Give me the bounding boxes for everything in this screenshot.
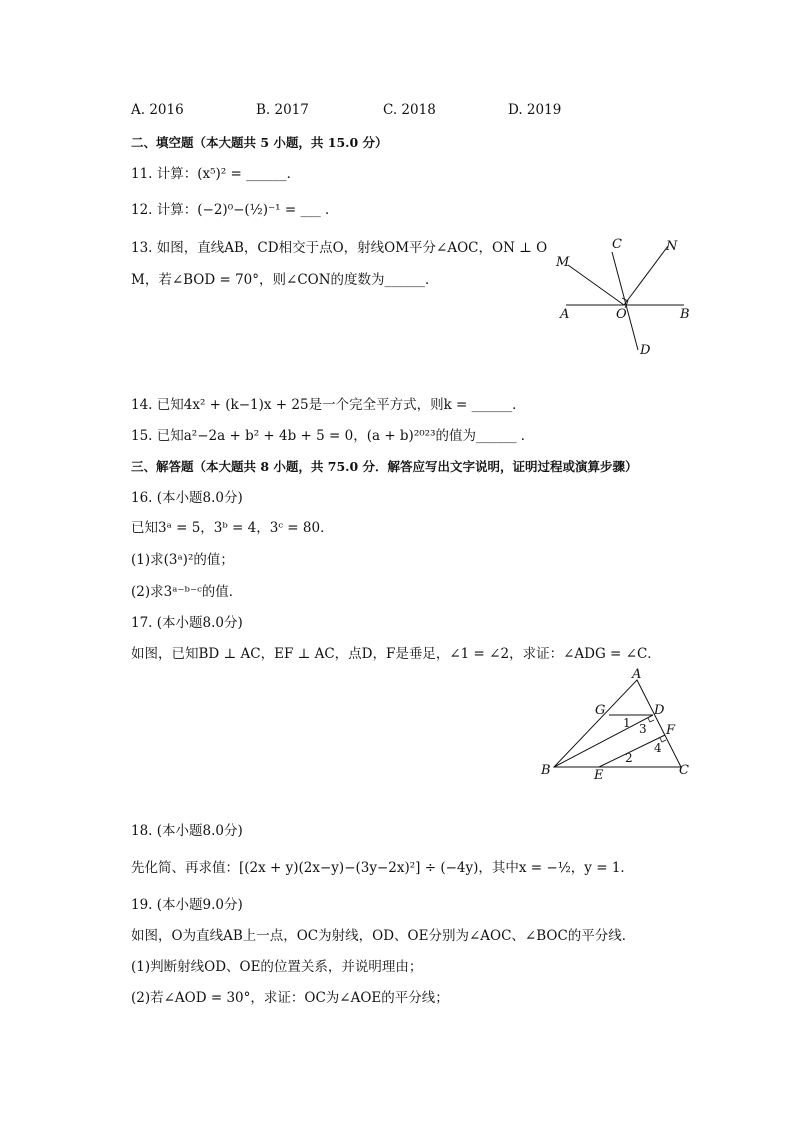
question-11: 11. 计算：(x⁵)² = ______． — [131, 166, 301, 182]
figure-q17 — [536, 666, 696, 786]
question-14: 14. 已知4x² + (k−1)x + 25是一个完全平方式，则k = ______． — [131, 397, 526, 413]
label-c: C — [612, 237, 622, 252]
option-d: D. 2019 — [508, 102, 562, 118]
label-e: E — [594, 768, 604, 783]
question-18-heading: 18. (本小题8.0分) — [131, 823, 243, 839]
angle-1-label: 1 — [623, 716, 631, 730]
question-15: 15. 已知a²−2a + b² + 4b + 5 = 0，(a + b)²⁰²³的值为______ ． — [131, 428, 535, 444]
question-12: 12. 计算：(−2)⁰−(½)⁻¹ = ___ ． — [131, 202, 339, 218]
angle-2-label: 2 — [625, 751, 633, 765]
question-16-part1: (1)求(3ᵃ)²的值； — [131, 552, 234, 568]
label-o: O — [616, 307, 627, 322]
section-solve-heading: 三、解答题（本大题共 8 小题，共 75.0 分．解答应写出文字说明，证明过程或演算步骤） — [131, 459, 638, 474]
option-a: A. 2016 — [131, 102, 184, 118]
label-f: F — [666, 723, 676, 738]
question-19-text: 如图，O为直线AB上一点，OC为射线，OD、OE分别为∠AOC、∠BOC的平分线． — [131, 928, 636, 944]
label-d: D — [640, 343, 651, 358]
label-a: A — [632, 667, 642, 682]
question-16-given: 已知3ᵃ = 5，3ᵇ = 4，3ᶜ = 80． — [131, 520, 334, 536]
section-fill-in-heading: 二、填空题（本大题共 5 小题，共 15.0 分） — [131, 135, 388, 150]
label-d: D — [654, 703, 665, 718]
figure-q13 — [540, 232, 700, 362]
question-16-part2: (2)求3ᵃ⁻ᵇ⁻ᶜ的值． — [131, 584, 243, 600]
option-c: C. 2018 — [383, 102, 436, 118]
option-b: B. 2017 — [256, 102, 309, 118]
question-13-line2: M，若∠BOD = 70°，则∠CON的度数为______． — [131, 272, 439, 288]
question-18-text: 先化简、再求值：[(2x + y)(2x−y)−(3y−2x)²] ÷ (−4y)，其中x = −½，y = 1． — [131, 860, 634, 876]
question-19-heading: 19. (本小题9.0分) — [131, 897, 243, 913]
label-n: N — [666, 239, 678, 254]
question-13-line1: 13. 如图，直线AB，CD相交于点O，射线OM平分∠AOC，ON ⊥ O — [131, 240, 548, 256]
angle-4-label: 4 — [654, 741, 662, 755]
question-16-heading: 16. (本小题8.0分) — [131, 490, 243, 506]
question-19-part2: (2)若∠AOD = 30°，求证：OC为∠AOE的平分线； — [131, 990, 449, 1006]
angle-3-label: 3 — [639, 722, 647, 736]
question-17-heading: 17. (本小题8.0分) — [131, 615, 243, 631]
label-c: C — [679, 763, 689, 778]
label-b: B — [680, 307, 690, 322]
label-m: M — [556, 255, 570, 270]
question-17-text: 如图，已知BD ⊥ AC，EF ⊥ AC，点D，F是垂足，∠1 = ∠2，求证：∠ADG = ∠C． — [131, 646, 661, 662]
label-b: B — [541, 763, 551, 778]
label-a: A — [560, 307, 570, 322]
label-g: G — [595, 703, 606, 718]
question-19-part1: (1)判断射线OD、OE的位置关系，并说明理由； — [131, 959, 423, 975]
